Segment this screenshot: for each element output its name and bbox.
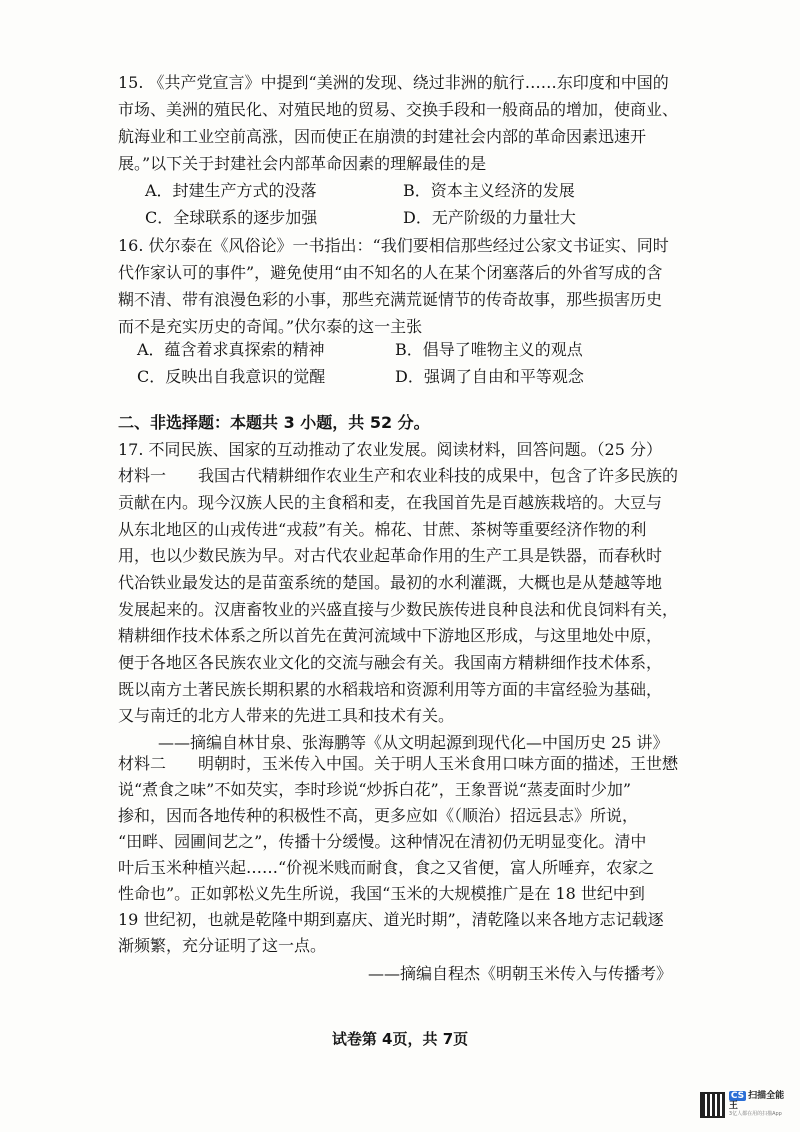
- material-1-line-2: 贡献在内。现今汉族人民的主食稻和麦，在我国首先是百越族栽培的。大豆与: [118, 493, 663, 512]
- material-2-citation: ——摘编自程杰《明朝玉米传入与传播考》: [368, 964, 673, 983]
- q16-option-d: D．强调了自由和平等观念: [395, 367, 584, 386]
- q15-option-d: D．无产阶级的力量壮大: [403, 208, 576, 227]
- q16-line-4: 而不是充实历史的奇闻。”伏尔泰的这一主张: [118, 317, 423, 336]
- material-1-line-9: 既以南方土著民族长期积累的水稻栽培和资源利用等方面的丰富经验为基础，: [118, 680, 663, 699]
- material-2-line-7: 19 世纪初，也就是乾隆中期到嘉庆、道光时期”，清乾隆以来各地方志记载逐: [118, 910, 664, 929]
- q15-line-3: 航海业和工业空前高涨，因而使正在崩溃的封建社会内部的革命因素迅速开: [118, 127, 647, 146]
- material-1-line-4: 用，也以少数民族为早。对古代农业起革命作用的生产工具是铁器，而春秋时: [118, 546, 663, 565]
- q15-line-1: 15. 《共产党宣言》中提到“美洲的发现、绕过非洲的航行……东印度和中国的: [118, 73, 669, 92]
- q16-line-3: 糊不清、带有浪漫色彩的小事，那些充满荒诞情节的传奇故事，那些损害历史: [118, 290, 663, 309]
- material-1-line-8: 便于各地区各民族农业文化的交流与融会有关。我国南方精耕细作技术体系，: [118, 653, 663, 672]
- material-2-line-1: 材料二 明朝时，玉米传入中国。关于明人玉米食用口味方面的描述，王世懋: [118, 754, 679, 773]
- q15-line-2: 市场、美洲的殖民化、对殖民地的贸易、交换手段和一般商品的增加，使商业、: [118, 100, 679, 119]
- material-1-line-1: 材料一 我国古代精耕细作农业生产和农业科技的成果中，包含了许多民族的: [118, 466, 679, 485]
- cs-logo-icon: CS: [730, 1091, 745, 1102]
- scanner-watermark-text: [729, 1092, 790, 1117]
- material-2-line-8: 渐频繁，充分证明了这一点。: [118, 936, 327, 955]
- scanner-subtitle: 3亿人都在用的扫描App: [728, 1111, 782, 1118]
- page-footer: 试卷第 4页，共 7页: [331, 1030, 469, 1048]
- material-1-line-7: 精耕细作技术体系之所以首先在黄河流域中下游地区形成，与这里地处中原，: [118, 626, 663, 645]
- material-1-line-6: 发展起来的。汉唐畜牧业的兴盛直接与少数民族传进良种良法和优良饲料有关，: [118, 600, 679, 619]
- q16-option-a: A．蕴含着求真探索的精神: [137, 340, 325, 359]
- material-1-citation: ——摘编自林甘泉、张海鹏等《从文明起源到现代化—中国历史 25 讲》: [158, 733, 669, 752]
- material-2-line-3: 掺和，因而各地传种的积极性不高，更多应如《（顺治）招远县志》所说，: [118, 806, 639, 825]
- q16-line-2: 代作家认可的事件”，避免使用“由不知名的人在某个闭塞落后的外省写成的含: [118, 263, 663, 282]
- q15-option-a: A．封建生产方式的没落: [145, 181, 317, 200]
- material-2-line-6: 性命也”。正如郭松义先生所说，我国“玉米的大规模推广是在 18 世纪中到: [118, 884, 645, 903]
- scanner-watermark: [700, 1088, 790, 1122]
- q15-option-b: B．资本主义经济的发展: [403, 181, 575, 200]
- scanner-app-name: 扫描全能王: [728, 1091, 785, 1112]
- q15-option-c: C．全球联系的逐步加强: [145, 208, 318, 227]
- material-1-line-10: 又与南迁的北方人带来的先进工具和技术有关。: [118, 706, 455, 725]
- q15-line-4: 展。”以下关于封建社会内部革命因素的理解最佳的是: [118, 154, 487, 173]
- q16-option-b: B．倡导了唯物主义的观点: [395, 340, 583, 359]
- scanner-title: [729, 1092, 790, 1112]
- section-heading: 二、非选择题：本题共 3 小题，共 52 分。: [118, 413, 430, 432]
- material-2-line-4: “田畔、园圃间艺之”，传播十分缓慢。这种情况在清初仍无明显变化。清中: [118, 832, 647, 851]
- material-1-line-3: 从东北地区的山戎传进“戎菽”有关。棉花、甘蔗、茶树等重要经济作物的利: [118, 520, 647, 539]
- qr-code-icon: [700, 1092, 725, 1118]
- material-2-line-5: 叶后玉米种植兴起……“价视米贱而耐食，食之又省便，富人所唾弃，农家之: [118, 858, 655, 877]
- material-2-line-2: 说“煮食之味”不如芡实，李时珍说“炒拆白花”，王象晋说“蒸麦面时少加”: [118, 780, 632, 799]
- q17-stem: 17. 不同民族、国家的互动推动了农业发展。阅读材料，回答问题。（25 分）: [118, 440, 662, 459]
- q16-line-1: 16. 伏尔泰在《风俗论》一书指出：“我们要相信那些经过公家文书证实、同时: [118, 236, 669, 255]
- material-1-line-5: 代冶铁业最发达的是苗蛮系统的楚国。最初的水利灌溉，大概也是从楚越等地: [118, 573, 663, 592]
- q16-option-c: C．反映出自我意识的觉醒: [137, 367, 326, 386]
